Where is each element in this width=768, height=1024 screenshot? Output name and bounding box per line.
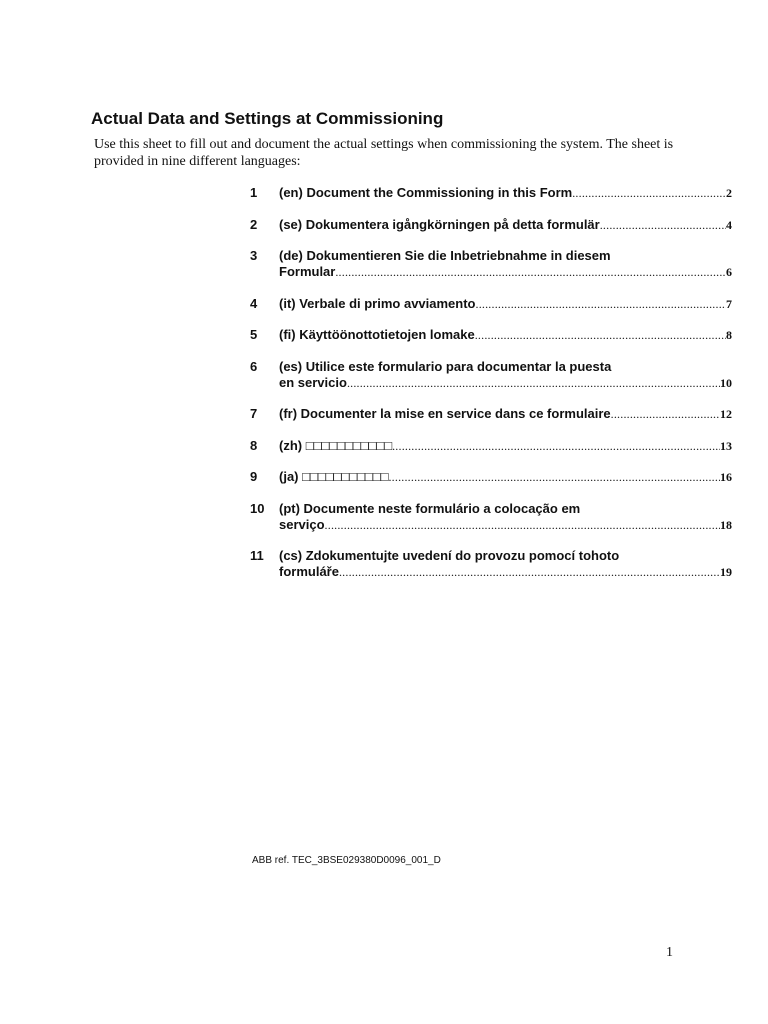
toc-entry[interactable] (250, 469, 732, 485)
toc-entry-text: Formular (279, 264, 336, 279)
toc-dot-leader (347, 375, 720, 391)
toc-entry-page: 18 (720, 517, 732, 532)
toc-entry[interactable] (250, 296, 732, 312)
toc-entry-text: (pt) Documente neste formulário a colocação em (279, 500, 581, 516)
toc-entry-text: (de) Dokumentieren Sie die Inbetriebnahme in diesem (279, 248, 611, 263)
toc-entry[interactable] (250, 359, 732, 391)
toc-entry-line (279, 438, 732, 454)
toc-entry-text: (zh) □□□□□□□□□□□ (279, 437, 393, 453)
toc-entry-line (279, 264, 732, 280)
toc-entry-line (279, 406, 732, 422)
toc-entry-number: 11 (250, 548, 264, 563)
toc-entry-page: 6 (726, 265, 732, 279)
toc-entry[interactable] (250, 327, 732, 343)
toc-dot-leader (572, 185, 726, 201)
toc-dot-leader (600, 217, 726, 233)
toc-entry-page: 4 (726, 217, 732, 232)
toc-entry-line (279, 217, 732, 233)
toc-dot-leader (339, 564, 720, 580)
toc-dot-leader (475, 327, 726, 343)
toc-entry-line (279, 296, 732, 312)
toc-entry-line (279, 327, 732, 343)
toc-entry[interactable] (250, 217, 732, 233)
toc-entry-text: serviço (279, 516, 325, 532)
toc-entry-number: 10 (250, 500, 265, 516)
toc-entry[interactable] (250, 438, 732, 454)
toc-entry-line (279, 375, 732, 391)
page-number: 1 (666, 945, 673, 960)
page-title: Actual Data and Settings at Commissioning (91, 109, 444, 128)
toc-entry-line (279, 564, 732, 580)
toc-dot-leader (335, 264, 726, 280)
toc-entry[interactable] (250, 548, 732, 580)
toc-entry-number: 4 (250, 295, 258, 311)
toc-entry-number: 1 (250, 185, 258, 200)
toc-entry-text: (fi) Käyttöönottotietojen lomake (279, 327, 475, 342)
toc-entry-text: (fr) Documenter la mise en service dans ce formulaire (279, 406, 611, 421)
toc-entry[interactable] (250, 501, 732, 533)
toc-entry-page: 16 (720, 470, 732, 484)
document-reference: ABB ref. TEC_3BSE029380D0096_001_D (252, 855, 441, 866)
toc-entry-page: 2 (726, 186, 732, 200)
toc-entry-number: 9 (250, 469, 258, 484)
toc-entry-line (279, 548, 732, 564)
toc-entry-line (279, 469, 732, 485)
toc-dot-leader (325, 517, 720, 533)
toc-entry-number: 3 (250, 248, 258, 263)
toc-entry[interactable] (250, 248, 732, 280)
toc-entry-line (279, 359, 732, 375)
toc-entry-number: 8 (250, 437, 258, 453)
toc-entry-text: (cs) Zdokumentujte uvedení do provozu pomocí tohoto (279, 548, 620, 563)
toc-dot-leader (476, 296, 727, 312)
toc-entry-line (279, 517, 732, 533)
toc-entry-text: formuláře (279, 564, 339, 579)
toc-entry-text: (it) Verbale di primo avviamento (279, 295, 476, 311)
toc-entry-text: (se) Dokumentera igångkörningen på detta formulär (279, 216, 600, 232)
toc-entry[interactable] (250, 406, 732, 422)
intro-paragraph: Use this sheet to fill out and document the actual settings when commissioning the system. The sheet is provided in nine different languages: (94, 137, 674, 169)
toc-entry-page: 10 (720, 375, 732, 390)
toc-entry-page: 13 (720, 438, 732, 453)
toc-entry-number: 6 (250, 358, 258, 374)
toc-entry-number: 7 (250, 406, 258, 421)
toc-entry-line (279, 501, 732, 517)
toc-dot-leader (392, 438, 720, 454)
toc-entry-line (279, 185, 732, 201)
toc-entry[interactable] (250, 185, 732, 201)
toc-entry-text: (ja) □□□□□□□□□□□ (279, 469, 389, 484)
toc-entry-line (279, 248, 732, 264)
toc-entry-text: (en) Document the Commissioning in this Form (279, 185, 573, 200)
toc-entry-text: en servicio (279, 374, 347, 390)
toc-entry-page: 8 (726, 328, 732, 342)
toc-entry-page: 7 (726, 296, 732, 311)
toc-entry-text: (es) Utilice este formulario para documentar la puesta (279, 358, 612, 374)
toc-entry-number: 5 (250, 327, 258, 342)
toc-entry-page: 19 (720, 565, 732, 579)
toc-entry-number: 2 (250, 216, 258, 232)
table-of-contents (250, 185, 732, 596)
toc-entry-page: 12 (720, 407, 732, 421)
toc-dot-leader (388, 469, 720, 485)
toc-dot-leader (611, 406, 720, 422)
